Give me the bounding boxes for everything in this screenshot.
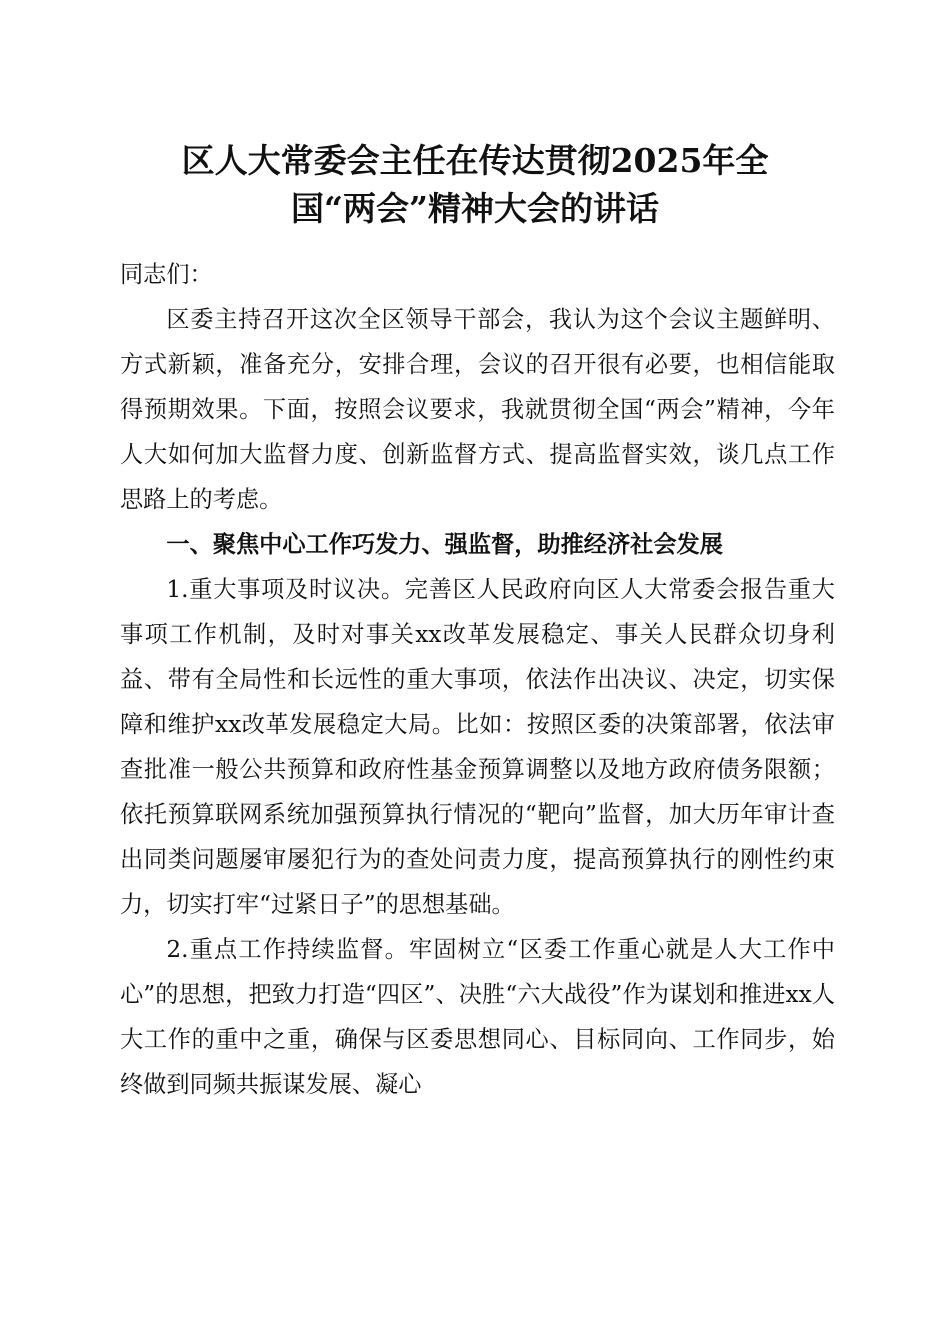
intro-paragraph: 区委主持召开这次全区领导干部会，我认为这个会议主题鲜明、方式新颖，准备充分，安排合理，会议的召开很有必要，也相信能取得预期效果。下面，按照会议要求，我就贯彻全国“两会”精神，今年人大如何加大监督力度、创新监督方式、提高监督实效，谈几点工作思路上的考虑。 [120, 306, 835, 513]
item-2-paragraph: 2.重点工作持续监督。牢固树立“区委工作重心就是人大工作中心”的思想，把致力打造“四区”、决胜“六大战役”作为谋划和推进xx人大工作的重中之重，确保与区委思想同心、目标同向、工作同步，始终做到同频共振谋发展、凝心 [120, 936, 835, 1098]
item-1-paragraph: 1.重大事项及时议决。完善区人民政府向区人大常委会报告重大事项工作机制，及时对事关xx改革发展稳定、事关人民群众切身利益、带有全局性和长远性的重大事项，依法作出决议、决定，切实保障和维护xx改革发展稳定大局。比如：按照区委的决策部署，依法审查批准一般公共预算和政府性基金预算调整以及地方政府债务限额；依托预算联网系统加强预算执行情况的“靶向”监督，加大历年审计查出同类问题屡审屡犯行为的查处问责力度，提高预算执行的刚性约束力，切实打牢“过紧日子”的思想基础。 [120, 576, 835, 918]
document-body [120, 252, 835, 1107]
salutation: 同志们： [120, 261, 213, 288]
title-line-2: 国“两会”精神大会的讲话 [291, 189, 659, 228]
section-1-heading: 一、聚焦中心工作巧发力、强监督，助推经济社会发展 [166, 531, 723, 558]
page-title [110, 137, 840, 233]
title-line-1: 区人大常委会主任在传达贯彻2025年全 [181, 141, 769, 180]
